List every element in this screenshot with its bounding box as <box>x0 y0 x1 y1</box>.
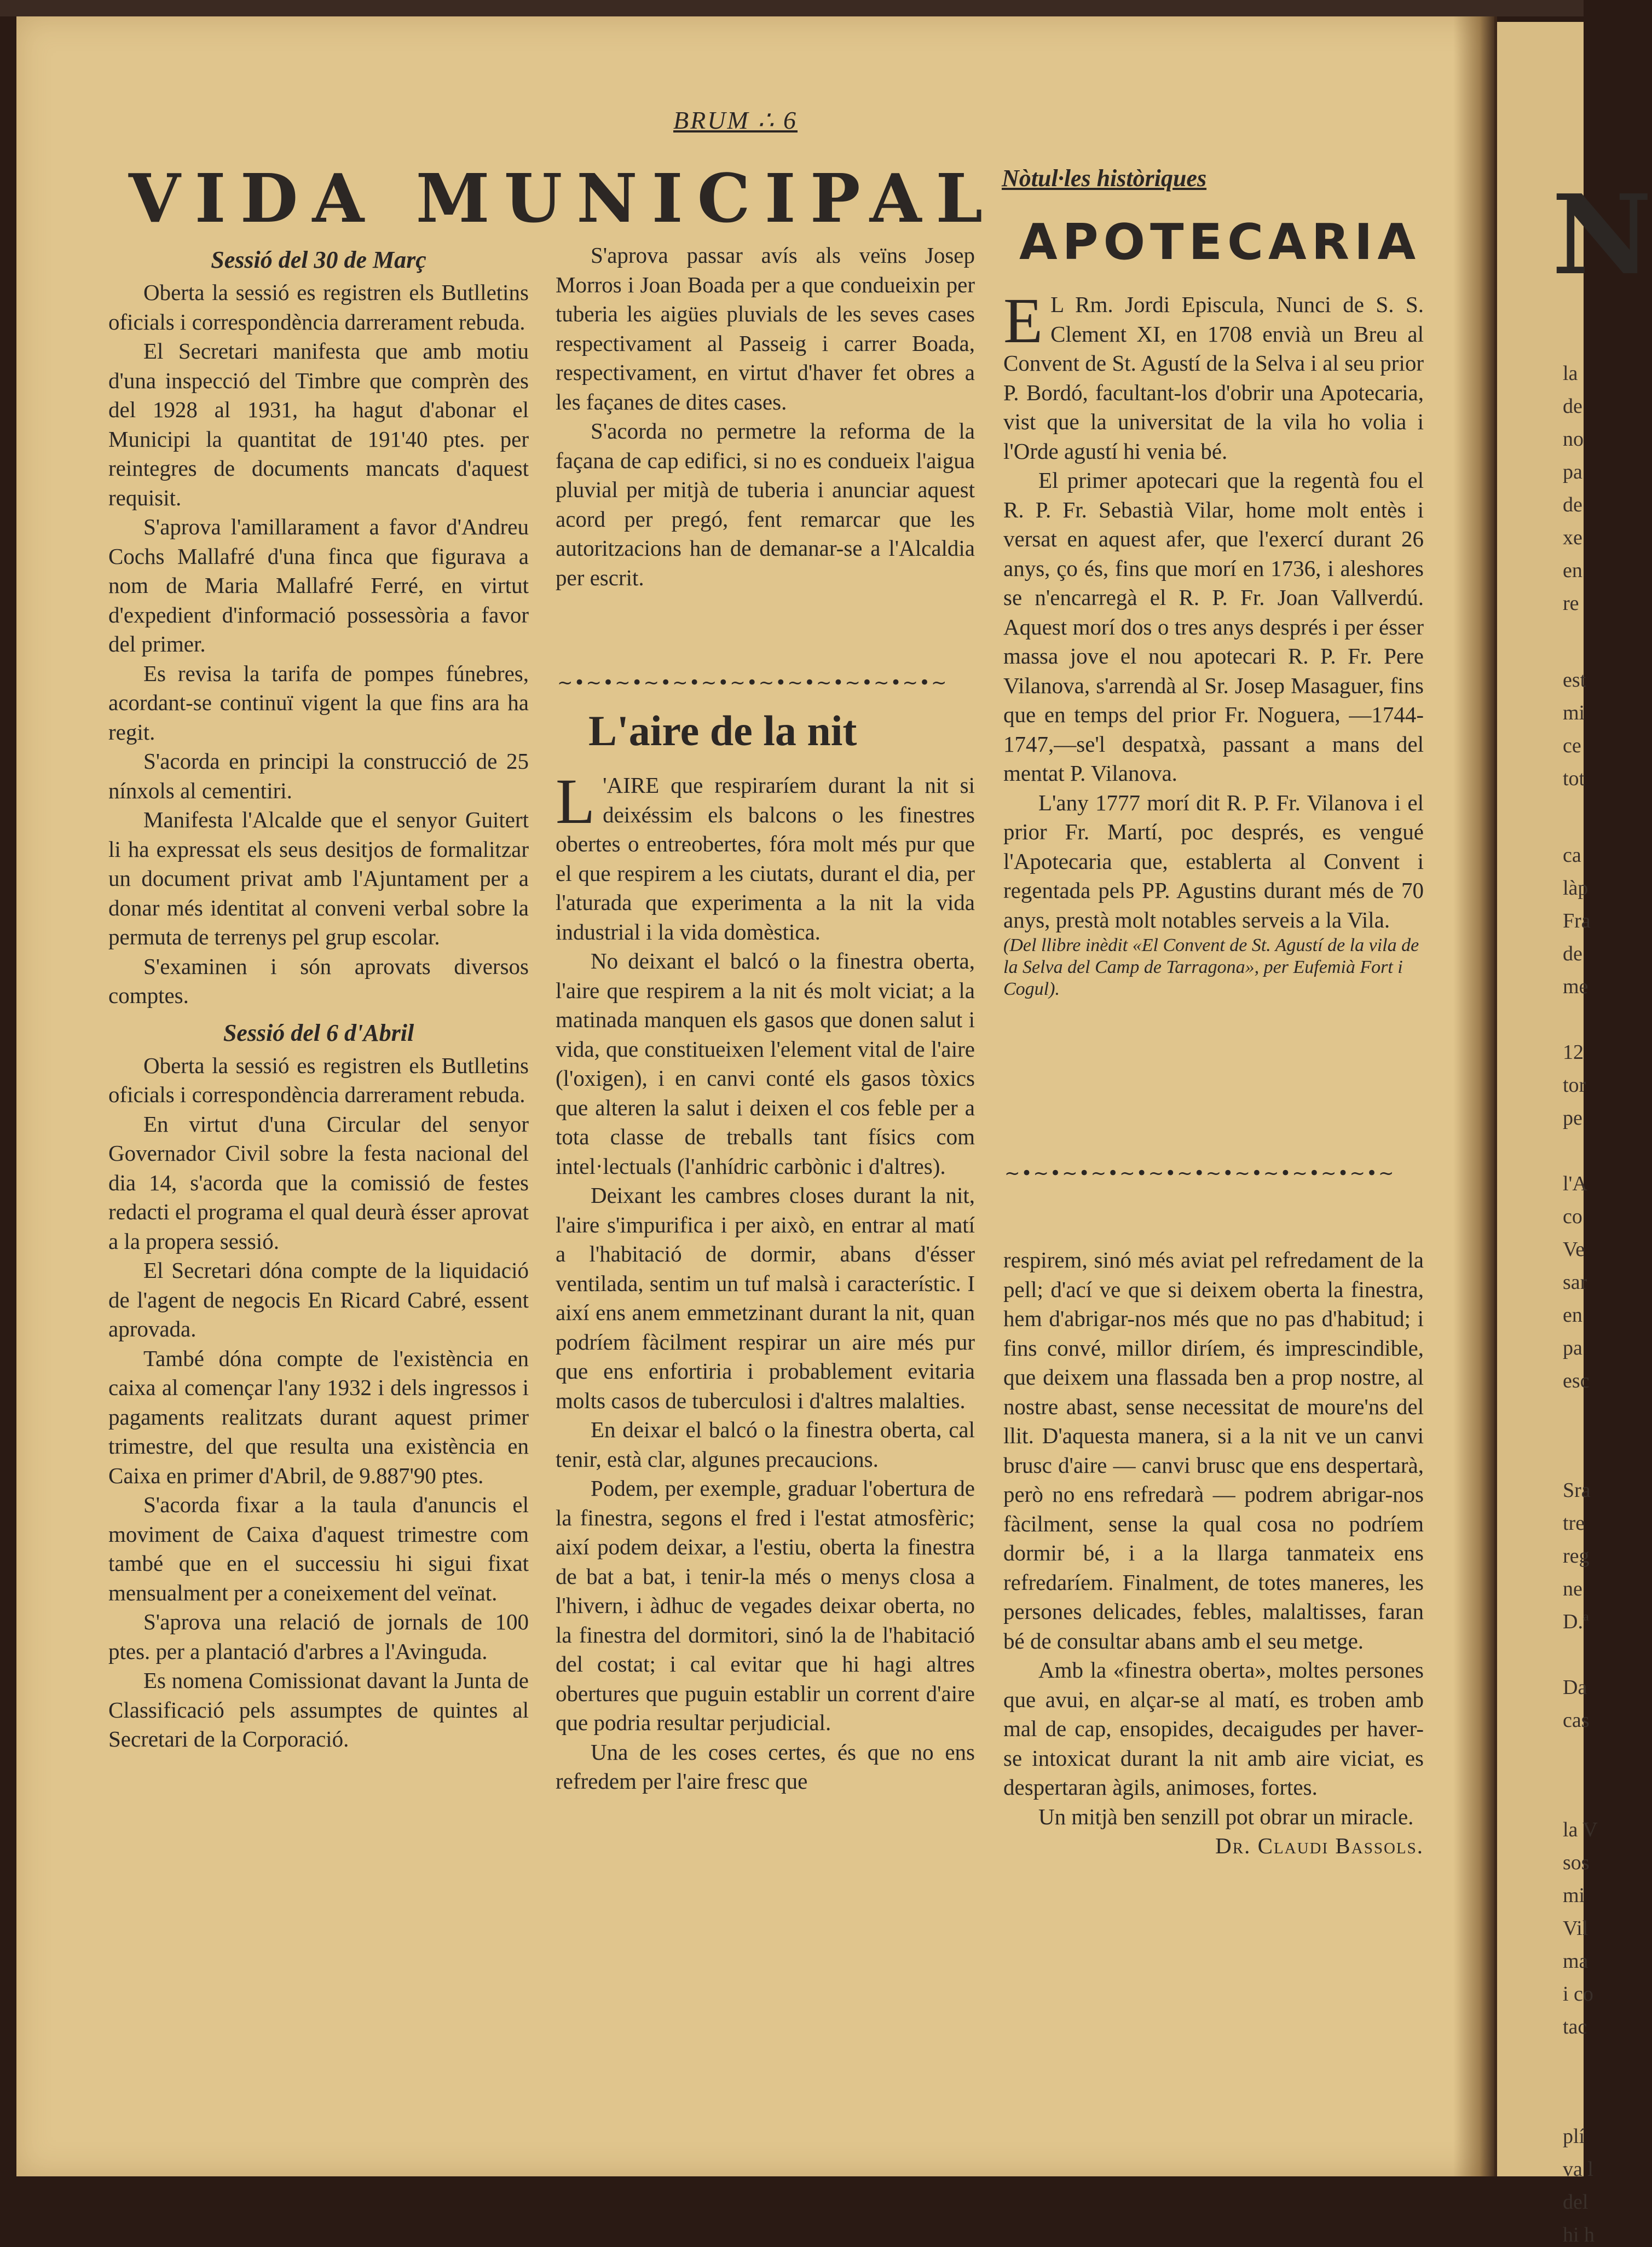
adjacent-page-fragment: sos <box>1563 1851 1590 1874</box>
page-gutter <box>1453 16 1497 2176</box>
adjacent-page-edge <box>1497 22 1652 2246</box>
paragraph: No deixant el balcó o la finestra oberta, l'aire que respirem a la nit és molt viciat; a la matinada manquen els gasos que donen salut i vida, que constitueixen l'element vital de l'aire (l'oxigen), i en canvi conté els gasos tòxics que alteren la salut i deixen el cos feble per a tota classe de treballs tant físics com intel·lectuals (l'anhídric carbònic i d'altres). <box>556 948 975 1179</box>
apotecaria-title: APOTECARIA <box>1019 214 1421 271</box>
paragraph: Oberta la sessió es registren els Butlletins oficials i correspondència darrerament rebuda. <box>108 280 529 335</box>
paragraph: Una de les coses certes, és que no ens refredem per l'aire fresc que <box>556 1739 975 1794</box>
aire-title: L'aire de la nit <box>588 707 857 754</box>
session-1-title: Sessió del 30 de Març <box>211 246 426 273</box>
adjacent-page-fragment: en <box>1563 559 1582 582</box>
scan-border <box>0 0 1584 16</box>
historic-column-body <box>1003 285 1424 1000</box>
adjacent-page-fragment: D.ª <box>1563 1610 1589 1633</box>
paragraph: En virtut d'una Circular del senyor Governador Civil sobre la festa nacional del dia 14, s'acorda que la comissió de festes redacti el programa el qual deurà ésser aprovat a la propera sessió. <box>108 1111 529 1254</box>
adjacent-page-fragment: pa <box>1563 460 1582 483</box>
adjacent-page-fragment: mi <box>1563 701 1585 724</box>
ornament-divider-2: ~•~•~•~•~•~•~•~•~•~•~•~•~•~ <box>1004 1162 1395 1184</box>
adjacent-page-fragment: i co <box>1563 1983 1593 2006</box>
session-2-title: Sessió del 6 d'Abril <box>223 1019 414 1046</box>
adjacent-page-fragment: pa <box>1563 1336 1582 1359</box>
municipal-column-2 <box>556 241 975 592</box>
session-2-body <box>108 1051 529 1754</box>
paragraph: L'any 1777 morí dit R. P. Fr. Vilanova i el prior Fr. Martí, poc després, es vengué l'Apotecaria que, establerta al Convent i regentada pels PP. Agustins durant més de 70 anys, prestà molt notables serveis a la Vila. <box>1003 790 1424 932</box>
paragraph: S'aprova passar avís als veïns Josep Morros i Joan Boada per a que condueixin per tuberia les aigües pluvials de les seves cases respectivament al Passeig i carrer Boada, respectivament, en virtut d'haver fet obres a les façanes de dites cases. <box>556 243 975 414</box>
adjacent-page-fragment: de <box>1563 942 1582 965</box>
paragraph: S'acorda fixar a la taula d'anuncis el moviment de Caixa d'aquest trimestre com també que en el successiu hi sigui fixat mensualment per a coneixement del veïnat. <box>108 1492 529 1605</box>
adjacent-page-fragment: ca <box>1563 844 1581 867</box>
aire-continuation-body <box>1003 1656 1424 1831</box>
ornament-divider-1: ~•~•~•~•~•~•~•~•~•~•~•~•~•~ <box>557 672 948 694</box>
adjacent-page-fragment: Da <box>1563 1676 1587 1699</box>
adjacent-page-fragment: ne <box>1563 1577 1582 1600</box>
adjacent-page-fragment: Sra <box>1563 1479 1591 1502</box>
adjacent-page-fragment: Fra <box>1563 909 1591 932</box>
paragraph: S'acorda en principi la construcció de 25 nínxols al cementiri. <box>108 748 529 803</box>
paragraph: El primer apotecari que la regentà fou el R. P. Fr. Sebastià Vilar, home molt entès i versat en aquest afer, que l'exercí durant 26 anys, ço és, fins que morí en 1736, i aleshores se n'encarregà el R. P. Fr. Joan Vallverdú. Aquest morí dos o tres anys després i per ésser massa jove el nou apotecari R. P. Fr. Pere Vilanova, s'arrendà al Sr. Josep Masaguer, fins que en temps del prior Fr. Noguera, —1744-1747,—se'l despatxà, passant a mans del mentat P. Vilanova. <box>1003 468 1424 786</box>
aire-dropcap: L <box>556 765 596 837</box>
aire-lead-text: 'AIRE que respiraríem durant la nit si deixéssim els balcons o les finestres obertes o entreobertes, fóra molt més pur que el que respirem a les ciutats, durant el dia, per l'aturada que experimenta a la nit la vida industrial i la vida domèstica. <box>556 773 975 944</box>
session-1-body <box>108 278 529 1011</box>
paragraph: Es nomena Comissionat davant la Junta de Classificació pels assumptes de quintes al Secretari de la Corporació. <box>108 1668 529 1751</box>
paragraph: Es revisa la tarifa de pompes fúnebres, acordant-se continuï vigent la que fins ara ha regit. <box>108 660 529 745</box>
historic-section-title: Nòtul·les històriques <box>1002 165 1207 192</box>
paragraph: S'aprova l'amillarament a favor d'Andreu Cochs Mallafré d'una finca que figurava a nom de Maria Mallafré Ferré, en virtut d'expedient d'informació possessòria a favor del primer. <box>108 514 529 656</box>
adjacent-page-fragment: Vil <box>1563 1917 1589 1940</box>
historic-lead-paragraph <box>1003 285 1424 466</box>
historic-dropcap: E <box>1003 285 1043 356</box>
aire-column-body <box>556 765 975 1796</box>
adjacent-page-fragment: la <box>1563 362 1578 385</box>
adjacent-page-fragment: 12 <box>1563 1041 1584 1064</box>
municipal-continued-body <box>556 241 975 592</box>
adjacent-page-fragment: tre <box>1563 1512 1585 1535</box>
municipal-column-1 <box>108 241 529 1754</box>
historic-body <box>1003 466 1424 935</box>
adjacent-page-fragment: plí <box>1563 2125 1585 2148</box>
paragraph: Un mitjà ben senzill pot obrar un miracle. <box>1038 1804 1414 1829</box>
adjacent-page-fragment: tac <box>1563 2015 1587 2038</box>
paragraph: També dóna compte de l'existència en caixa al començar l'any 1932 i dels ingressos i pagaments realitzats durant aquest primer trimestre, del que resulta una existència en Caixa en primer d'Abril, de 9.887'90 ptes. <box>108 1345 529 1488</box>
adjacent-page-fragment: va l <box>1563 2158 1593 2181</box>
adjacent-page-fragment: Ve <box>1563 1238 1585 1261</box>
adjacent-page-fragment: sar <box>1563 1271 1587 1294</box>
paragraph: Manifesta l'Alcalde que el senyor Guitert li ha expressat els seus desitjos de formalitzar un document privat amb l'Ajuntament per a donar més identitat al conveni verbal sobre la permuta de terrenys pel grup escolar. <box>108 807 529 949</box>
aire-continuation-lead: respirem, sinó més aviat pel refredament de la pell; d'ací ve que si deixem oberta la finestra, hem d'abrigar-nos més que no pas d'habitud; i fins convé, millor diríem, és imprescindible, que deixem una flassada ben a prop nostre, al nostre abast, sense necessitat de moure'ns del llit. D'aquesta manera, si a la nit ve un canvi brusc d'aire — canvi brusc que ens despertarà, però no ens refredarà — podrem abrigar-nos fàcilment, sense la qual cosa no podríem dormir bé, i a la llarga tanmateix ens refredaríem. Finalment, de totes maneres, les persones delicades, febles, malaltisses, faran bé de consultar abans amb el seu metge. <box>1003 1247 1424 1653</box>
adjacent-page-fragment: ma <box>1563 1950 1589 1973</box>
paragraph: S'acorda no permetre la reforma de la façana de cap edifici, si no es condueix l'aigua pluvial per mitjà de tuberia i anunciar aquest acord per pregó, fent remarcar que les autoritzacions han de demanar-se a l'Alcaldia per escrit. <box>556 418 975 590</box>
adjacent-page-fragment: mi <box>1563 1884 1585 1907</box>
adjacent-page-fragment: en <box>1563 1304 1582 1327</box>
adjacent-page-fragment: cas <box>1563 1709 1590 1732</box>
adjacent-page-fragment: de <box>1563 493 1582 516</box>
adjacent-page-fragment: làp <box>1563 877 1589 900</box>
adjacent-page-fragment: re <box>1563 592 1579 615</box>
adjacent-page-fragment: est <box>1563 669 1586 692</box>
adjacent-page-fragment: co <box>1563 1205 1582 1228</box>
adjacent-page-fragment: tot <box>1563 767 1585 790</box>
aire-lead-paragraph <box>556 765 975 947</box>
adjacent-page-fragment: l'A <box>1563 1172 1587 1195</box>
paragraph: El Secretari manifesta que amb motiu d'una inspecció del Timbre que comprèn des del 1928 al 1931, ha hagut d'abonar el Municipi la quantitat de 191'40 ptes. per reintegres de documents mancats d'aquest requisit. <box>108 338 529 510</box>
paragraph: Amb la «finestra oberta», moltes persones que avui, en alçar-se al matí, es troben amb mal de cap, ensopides, decaigudes per haver-se intoxicat durant la nit amb aire viciat, es despertaran àgils, animoses, fortes. <box>1003 1657 1424 1800</box>
paragraph: Oberta la sessió es registren els Butlletins oficials i correspondència darrerament rebuda. <box>108 1052 529 1107</box>
main-title: VIDA MUNICIPAL <box>129 159 997 238</box>
aire-continuation-column <box>1003 1246 1424 1861</box>
paragraph: S'examinen i són aprovats diversos comptes. <box>108 953 529 1008</box>
paragraph: Deixant les cambres closes durant la nit, l'aire s'impurifica i per això, en entrar al matí a l'habitació de dormir, abans d'ésser ventilada, sentim un tuf malsà i característic. I així ens anem emmetzinant durant la nit, quan podríem fàcilment respirar un aire més pur que ens enfortiria i probablement evitaria molts casos de tuberculosi i d'altres malalties. <box>556 1183 975 1413</box>
adjacent-page-letter: N <box>1552 171 1652 299</box>
adjacent-page-fragment: la V <box>1563 1818 1598 1841</box>
aire-signature: Dr. Claudi Bassols. <box>1215 1833 1424 1858</box>
historic-citation: (Del llibre inèdit «El Convent de St. Agustí de la vila de la Selva del Camp de Tarragona», per Eufemià Fort i Cogul). <box>1003 935 1419 999</box>
adjacent-page-fragment: esc <box>1563 1369 1590 1392</box>
adjacent-page-fragment: hi h <box>1563 2223 1595 2246</box>
aire-body <box>556 947 975 1796</box>
adjacent-page-fragment: ce <box>1563 734 1581 757</box>
adjacent-page-fragment: me <box>1563 975 1589 998</box>
paragraph: En deixar el balcó o la finestra oberta, cal tenir, està clar, algunes precaucions. <box>556 1417 975 1472</box>
adjacent-page-fragment: reg <box>1563 1545 1590 1568</box>
adjacent-page-fragment: tor <box>1563 1074 1586 1097</box>
paragraph: El Secretari dóna compte de la liquidació de l'agent de negocis En Ricard Cabré, essent aprovada. <box>108 1258 529 1341</box>
paragraph: S'aprova una relació de jornals de 100 ptes. per a plantació d'arbres a l'Avinguda. <box>108 1609 529 1664</box>
adjacent-page-fragment: pe <box>1563 1107 1582 1130</box>
adjacent-page-fragment: del <box>1563 2191 1589 2214</box>
adjacent-page-fragment: no <box>1563 428 1584 451</box>
paragraph: Podem, per exemple, graduar l'obertura de la finestra, segons el fred i l'estat atmosfèric; així podem deixar, a l'estiu, oberta la finestra de bat a bat, i tenir-la més o menys closa a l'hivern, i àdhuc de vegades deixar oberta, no la finestra del dormitori, sinó la de l'habitació del costat; i cal evitar que hi hagi altres obertures que puguin establir un corrent d'aire que podria resultar perjudicial. <box>556 1476 975 1735</box>
adjacent-page-fragment: de <box>1563 395 1582 418</box>
adjacent-page-fragment: xe <box>1563 526 1582 549</box>
page-header: BRUM ∴ 6 <box>673 106 798 134</box>
historic-lead-text: L Rm. Jordi Episcula, Nunci de S. S. Clement XI, en 1708 envià un Breu al Convent de St. Agustí de la Selva i al seu prior P. Bordó, facultant-los d'obrir una Apotecaria, vist que la universitat de la vila ho volia i l'Orde agustí hi venia bé. <box>1003 292 1424 464</box>
